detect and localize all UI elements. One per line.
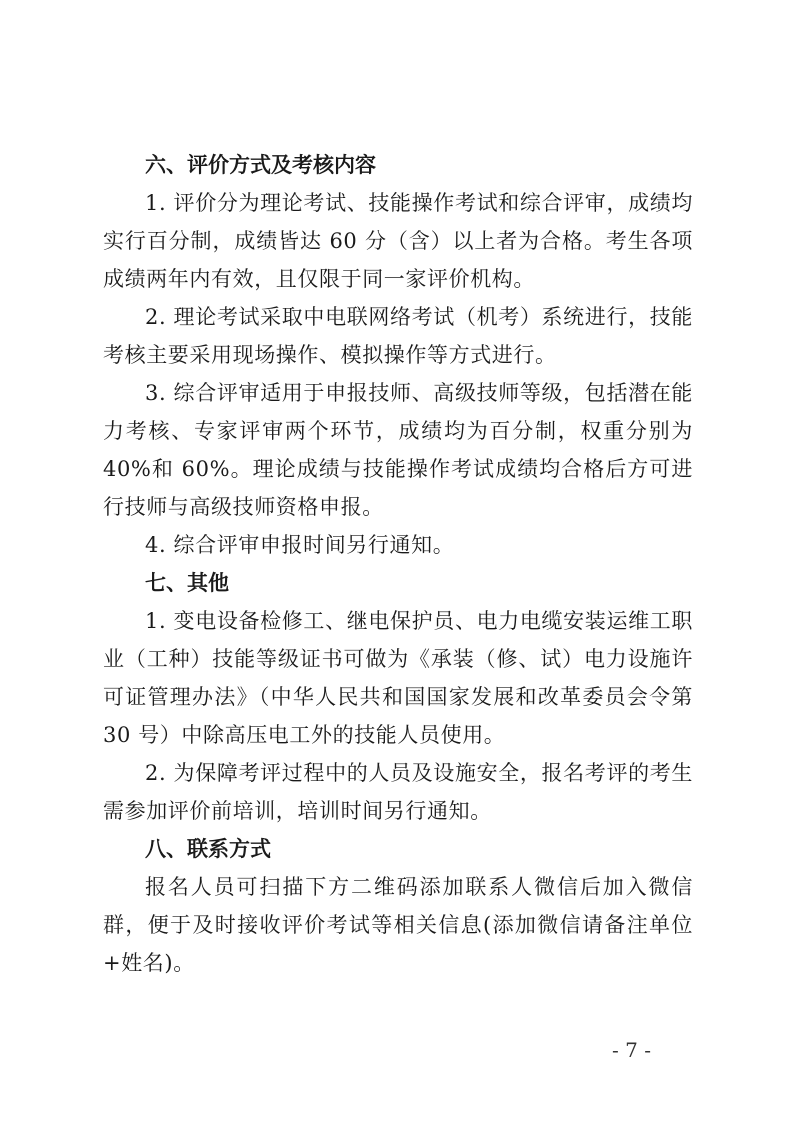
- section-other: [103, 564, 693, 830]
- paragraph: 2. 为保障考评过程中的人员及设施安全，报名考评的考生需参加评价前培训，培训时间另行通知。: [103, 761, 693, 823]
- paragraph: 2. 理论考试采取中电联网络考试（机考）系统进行，技能考核主要采用现场操作、模拟操作等方式进行。: [103, 305, 693, 367]
- paragraph: 1. 评价分为理论考试、技能操作考试和综合评审，成绩均实行百分制，成绩皆达 60 分（含）以上者为合格。考生各项成绩两年内有效，且仅限于同一家评价机构。: [103, 191, 693, 291]
- paragraph: 3. 综合评审适用于申报技师、高级技师等级，包括潜在能力考核、专家评审两个环节，成绩均为百分制，权重分别为 40%和 60%。理论成绩与技能操作考试成绩均合格后方可进行技师与高级技师资格申报。: [103, 381, 693, 519]
- paragraph: 4. 综合评审申报时间另行通知。: [145, 533, 455, 557]
- document-body: [103, 146, 693, 982]
- section-heading-other: 七、其他: [145, 571, 229, 595]
- paragraph: 报名人员可扫描下方二维码添加联系人微信后加入微信群，便于及时接收评价考试等相关信息(添加微信请备注单位+姓名)。: [103, 875, 693, 975]
- section-contact: [103, 830, 693, 982]
- page-number-label: - 7 -: [612, 1038, 651, 1062]
- paragraph: 1. 变电设备检修工、继电保护员、电力电缆安装运维工职业（工种）技能等级证书可做为《承装（修、试）电力设施许可证管理办法》（中华人民共和国国家发展和改革委员会令第 30 号）中除高压电工外的技能人员使用。: [103, 609, 693, 747]
- section-evaluation: [103, 146, 693, 564]
- section-heading-contact: 八、联系方式: [145, 837, 271, 861]
- section-heading-evaluation: 六、评价方式及考核内容: [145, 153, 376, 177]
